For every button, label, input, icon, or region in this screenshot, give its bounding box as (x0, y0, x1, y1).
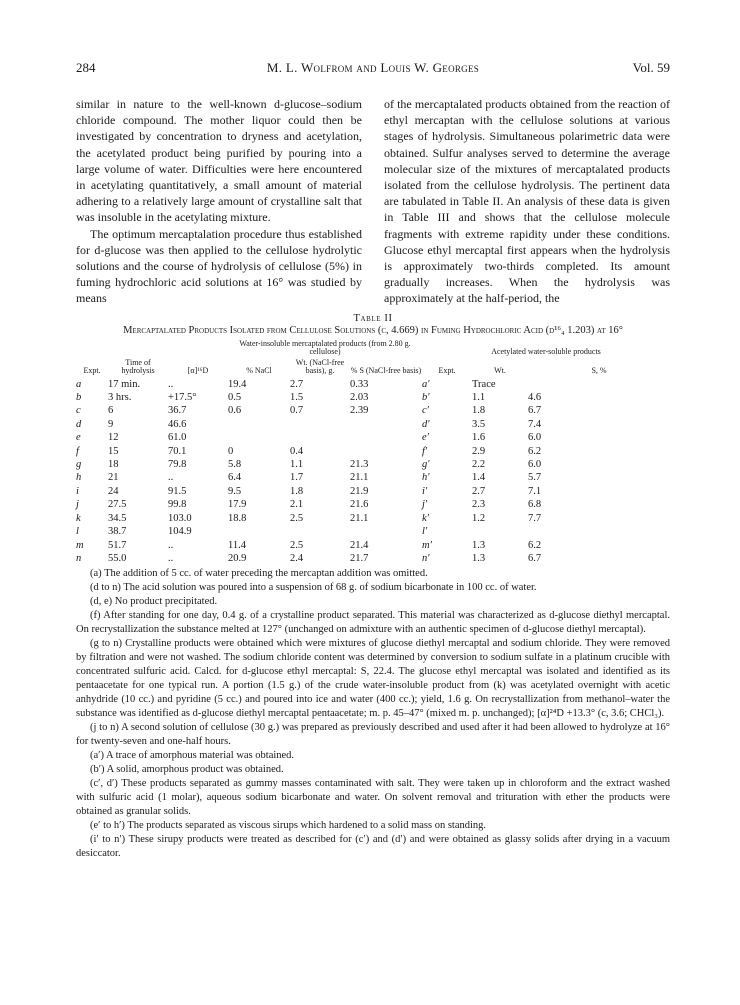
table-cell: m′ (422, 539, 432, 551)
table-cell: 6.0 (528, 459, 542, 471)
table-cell: 6.2 (528, 539, 542, 551)
table-cell: 38.7 (108, 526, 127, 538)
table-cell: 7.4 (528, 418, 542, 430)
table-cell: n′ (422, 552, 430, 564)
table-cell: 70.1 (168, 445, 187, 457)
col-header-weight: Wt. (NaCl-free basis), g. (295, 357, 345, 376)
table-cell: l (76, 526, 79, 538)
table-cell: 0.5 (228, 392, 242, 404)
table-cell: 99.8 (168, 499, 187, 511)
col-header-weight2: Wt. (494, 366, 506, 376)
table-row (76, 485, 670, 498)
table-cell: 21.3 (350, 459, 369, 471)
table-cell: i (76, 485, 79, 497)
col-header-sulfur: % S (NaCl-free basis) (350, 366, 422, 376)
table-cell: 61.0 (168, 432, 187, 444)
table-row (76, 378, 670, 391)
table-cell: 3.5 (472, 418, 486, 430)
paragraph: similar in nature to the well-known d-glucose–sodium chloride compound. The mother liquor could then be investigated by concentration to dryness and acetylation, the acetylated product being purified by pouring into a large volume of water. Difficulties were here encountered in acetylating quantitatively, a small amount of material adhering to a relatively large amount of crystalline salt that was insoluble in the acetylating mixture. (76, 97, 362, 225)
table-cell: 21.4 (350, 539, 369, 551)
table-cell: 51.7 (108, 539, 127, 551)
table-cell: i′ (422, 485, 428, 497)
table-cell: 12 (108, 432, 119, 444)
table-cell: 3 hrs. (108, 392, 132, 404)
table-cell: 2.03 (350, 392, 369, 404)
table-row (76, 431, 670, 444)
table-cell: 18 (108, 459, 119, 471)
table-cell (228, 525, 290, 538)
table-cell (350, 525, 422, 538)
table-cell: .. (168, 539, 174, 551)
right-column (384, 96, 670, 307)
table-cell: 7.7 (528, 512, 542, 524)
footnote: (j to n) A second solution of cellulose (30 g.) was prepared as previously described and used after it had been allowed to hydrolyze at 16° for twenty-seven and one-half hours. (76, 722, 670, 748)
table-cell: 20.9 (228, 552, 247, 564)
table-cell: 17.9 (228, 499, 247, 511)
table-cell: 0.33 (350, 378, 369, 390)
table-row (76, 418, 670, 431)
table-cell: m (76, 539, 84, 551)
table-cell: 1.3 (472, 552, 486, 564)
table-row (76, 445, 670, 458)
table-cell: 2.1 (290, 499, 304, 511)
table-cell: 6.7 (528, 552, 542, 564)
table-cell: j′ (422, 499, 428, 511)
running-title: M. L. Wolfrom and Louis W. Georges (266, 60, 480, 75)
footnote: (f) After standing for one day, 0.4 g. of a crystalline product separated. This material was characterized as d-glucose diethyl mercaptal. On recrystallization the substance melted at 127° (unchanged on admixture with an authentic specimen of d-glucose diethyl mercaptal). (76, 610, 670, 636)
table-cell: g′ (422, 459, 430, 471)
table-cell: 0.7 (290, 405, 304, 417)
footnote: (g to n) Crystalline products were obtained which were mixtures of glucose diethyl mercaptal and sodium chloride. They were removed by filtration and were not washed. The sodium chloride content was determined by conversion to sodium sulfate in a platinum crucible with concentrated sulfuric acid. Calcd. for d-glucose ethyl mercaptal: S, 22.4. The glucose ethyl mercaptal was isolated and identified as its pentaacetate for one typical run. A portion (1.5 g.) of the crude water-insoluble product from (k) was acetylated overnight with acetic anhydride (10 cc.) and pyridine (5 cc.) and poured into ice and water (400 cc.); yield, 1.6 g. On recrystallization from methanol–water the substance was identified as d-glucose diethyl mercaptal pentaacetate; m. p. 45–47° (mixed m. p. unchanged); [α]²⁴D +13.3° (c, 3.6; CHCl₃). (76, 638, 670, 720)
table-row (76, 458, 670, 471)
table-cell: b′ (422, 392, 430, 404)
table-cell: 18.8 (228, 512, 247, 524)
table-cell: 9 (108, 418, 114, 430)
table-cell: 5.7 (528, 472, 542, 484)
table-cell (228, 418, 290, 431)
running-header (76, 60, 670, 82)
table-label: Table II (353, 312, 393, 324)
table-cell: 6 (108, 405, 114, 417)
volume-label: Vol. 59 (632, 60, 670, 75)
table-cell (528, 525, 670, 538)
page-number: 284 (76, 60, 96, 75)
table-cell: 1.7 (290, 472, 304, 484)
table-cell: 1.6 (472, 432, 486, 444)
table-cell: 1.3 (472, 539, 486, 551)
table-cell: k (76, 512, 81, 524)
data-table (76, 340, 670, 566)
col-header-rotation: [α]¹⁶D (187, 366, 209, 376)
table-cell: 21.6 (350, 499, 369, 511)
table-cell: 2.2 (472, 459, 486, 471)
table-cell: c′ (422, 405, 429, 417)
footnote: (b′) A solid, amorphous product was obtained. (90, 764, 284, 776)
table-cell: 1.1 (290, 459, 304, 471)
table-cell: b (76, 392, 82, 404)
table-cell: 6.0 (528, 432, 542, 444)
table-cell: 2.7 (472, 485, 486, 497)
table-cell: 6.8 (528, 499, 542, 511)
table-cell: 0 (228, 445, 234, 457)
table-row (76, 471, 670, 484)
table-cell: 21.9 (350, 485, 369, 497)
table-cell: 79.8 (168, 459, 187, 471)
table-cell (290, 525, 350, 538)
table-cell: 6.4 (228, 472, 242, 484)
table-cell (350, 431, 422, 444)
table-cell: 2.4 (290, 552, 304, 564)
table-cell: 5.8 (228, 459, 242, 471)
table-cell: .. (168, 378, 174, 390)
paragraph: of the mercaptalated products obtained from the reaction of ethyl mercaptan with the cellulose solutions at various stages of hydrolysis. Simultaneous polarimetric data were obtained. Sulfur analyses served to determine the average molecular size of the mixtures of mercaptalated products isolated from the cellulose hydrolysis. The pertinent data are tabulated in Table II. An analysis of these data is given in Table III and shows that the cellulose molecule fragments with extreme rapidity under these conditions. Glucose ethyl mercaptal first appears when the hydrolysis is approximately two-thirds completed. Its amount gradually increases. When the hydrolysis was approximately at the half-period, the (384, 97, 670, 306)
table-cell: 2.5 (290, 539, 304, 551)
table-cell (290, 418, 350, 431)
table-cell (228, 431, 290, 444)
table-cell: 1.8 (290, 485, 304, 497)
footnote: (a) The addition of 5 cc. of water preceding the mercaptan addition was omitted. (90, 568, 428, 580)
table-row (76, 525, 670, 538)
table-footnotes (76, 567, 670, 861)
table-cell: +17.5° (168, 392, 197, 404)
table-cell: 2.7 (290, 378, 304, 390)
table-cell: d (76, 418, 82, 430)
table-cell (350, 418, 422, 431)
table-row (76, 539, 670, 552)
table-cell: .. (168, 472, 174, 484)
table-cell: 2.9 (472, 445, 486, 457)
table-cell: k′ (422, 512, 429, 524)
table-row (76, 404, 670, 417)
table-cell: 0.6 (228, 405, 242, 417)
table-cell: 34.5 (108, 512, 127, 524)
left-column (76, 96, 362, 307)
table-cell: c (76, 405, 81, 417)
table-cell: 24 (108, 485, 119, 497)
paragraph: The optimum mercaptalation procedure thus established for d-glucose was then applied to the cellulose hydrolytic solutions and the course of hydrolysis of cellulose (5%) in fuming hydrochloric acid solutions at 16° was studied by means (76, 226, 362, 306)
table-cell: 19.4 (228, 378, 247, 390)
table-cell: Trace (472, 378, 496, 390)
table-cell: g (76, 459, 82, 471)
table-caption: Mercaptalated Products Isolated from Cellulose Solutions (c, 4.669) in Fuming Hydrochloric Acid (d¹⁶₄ 1.203) at 16° (123, 324, 623, 336)
table-cell: 21.1 (350, 472, 369, 484)
group-header-insoluble: Water-insoluble mercaptalated products (from 2.80 g. cellulose) (239, 338, 411, 357)
table-cell: f (76, 445, 79, 457)
footnote: (c′, d′) These products separated as gummy masses contaminated with salt. They were taken up in chloroform and the extract washed with sulfuric acid (1 molar), aqueous sodium bicarbonate and water. On solvent removal and trituration with ether the products were obtained as granular solids. (76, 778, 670, 818)
table-cell: f′ (422, 445, 428, 457)
table-cell: a′ (422, 378, 430, 390)
table-cell: 46.6 (168, 418, 187, 430)
table-cell: 1.4 (472, 472, 486, 484)
table-cell: j (76, 499, 79, 511)
table-cell: d′ (422, 418, 430, 430)
table-cell: h′ (422, 472, 430, 484)
footnote: (i′ to n′) These sirupy products were treated as described for (c′) and (d′) and were obtained as glassy solids after drying in a vacuum desiccator. (76, 834, 670, 860)
table-cell (290, 431, 350, 444)
table-cell: 21 (108, 472, 119, 484)
col-header-time: Time of hydrolysis (121, 357, 155, 376)
table-row (76, 391, 670, 404)
table-cell: 2.5 (290, 512, 304, 524)
table-body (76, 378, 670, 566)
table-cell: 4.6 (528, 392, 542, 404)
col-header-expt: Expt. (83, 366, 101, 376)
table-cell: 17 min. (108, 378, 141, 390)
table-cell: 1.8 (472, 405, 486, 417)
table-cell: 0.4 (290, 445, 304, 457)
table-cell: 7.1 (528, 485, 542, 497)
table-cell: 91.5 (168, 485, 187, 497)
footnote: (d, e) No product precipitated. (90, 596, 218, 608)
col-header-expt2: Expt. (438, 366, 456, 376)
table-cell: 21.1 (350, 512, 369, 524)
table-cell (472, 525, 528, 538)
table-cell: h (76, 472, 82, 484)
table-cell: 6.2 (528, 445, 542, 457)
table-cell (528, 378, 670, 391)
table-cell: 104.9 (168, 526, 192, 538)
table-cell: 1.5 (290, 392, 304, 404)
table-cell: 27.5 (108, 499, 127, 511)
table-cell: e′ (422, 432, 429, 444)
table-cell: a (76, 378, 82, 390)
footnote: (a′) A trace of amorphous material was obtained. (90, 750, 295, 762)
table-cell (350, 445, 422, 458)
journal-page (76, 60, 670, 861)
table-cell: 2.39 (350, 405, 369, 417)
col-header-sulfur2: S, % (591, 366, 607, 376)
table-cell: n (76, 552, 82, 564)
footnote: (e′ to h′) The products separated as viscous sirups which hardened to a solid mass on standing. (90, 820, 487, 832)
footnote: (d to n) The acid solution was poured into a suspension of 68 g. of sodium bicarbonate in 100 cc. of water. (90, 582, 537, 594)
table-cell: 55.0 (108, 552, 127, 564)
body-columns (76, 96, 670, 307)
table-cell: 11.4 (228, 539, 246, 551)
table-cell: 2.3 (472, 499, 486, 511)
col-header-nacl: % NaCl (246, 366, 272, 376)
table-cell: 36.7 (168, 405, 187, 417)
table-cell: 6.7 (528, 405, 542, 417)
table-row (76, 498, 670, 511)
table-cell: e (76, 432, 81, 444)
table-row (76, 512, 670, 525)
table-cell: 15 (108, 445, 119, 457)
table-cell: 103.0 (168, 512, 192, 524)
table-cell: .. (168, 552, 174, 564)
table-cell: 1.2 (472, 512, 486, 524)
table-cell: 1.1 (472, 392, 486, 404)
table-cell: l′ (422, 526, 428, 538)
group-header-soluble: Acetylated water-soluble products (491, 347, 601, 357)
table-row (76, 552, 670, 565)
table-cell: 21.7 (350, 552, 369, 564)
table-cell: 9.5 (228, 485, 242, 497)
